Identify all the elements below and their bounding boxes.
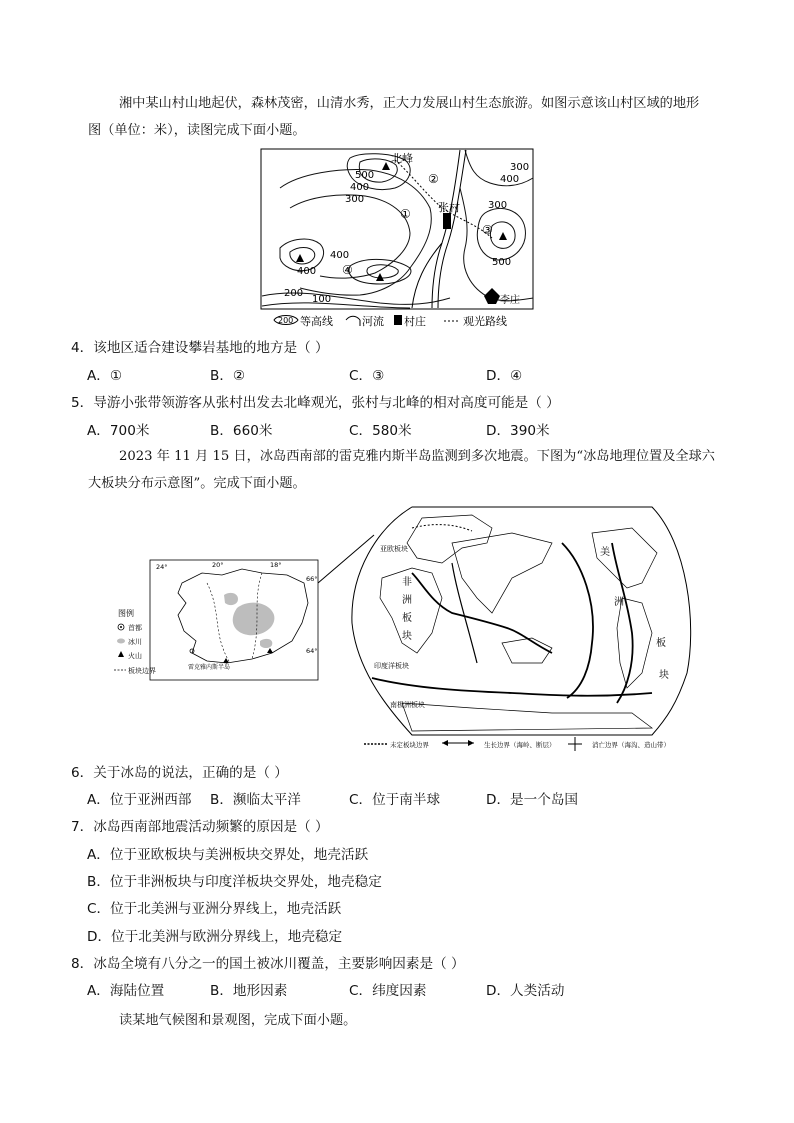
- q5-stem: 5．导游小张带领游客从张村出发去北峰观光，张村与北峰的相对高度可能是（ ）: [71, 395, 560, 411]
- contour-label: 100: [312, 294, 332, 305]
- q8-stem: 8．冰岛全境有八分之一的国土被冰川覆盖，主要影响因素是（ ）: [71, 956, 465, 972]
- legend-volcano: 火山: [128, 652, 142, 660]
- q5-option-c[interactable]: C．580米: [349, 423, 412, 439]
- lat-label: 64°: [306, 647, 318, 655]
- lon-label: 20°: [212, 561, 224, 569]
- plate-africa-1: 非: [402, 577, 412, 588]
- q4-stem: 4．该地区适合建设攀岩基地的地方是（ ）: [71, 340, 329, 356]
- q7-option-b[interactable]: B．位于非洲板块与印度洋板块交界处，地壳稳定: [87, 874, 382, 890]
- legend-contour: 等高线: [300, 315, 333, 328]
- plate-africa-3: 板: [402, 613, 412, 624]
- glacier-icon: [117, 639, 125, 644]
- q6-stem: 6．关于冰岛的说法，正确的是（ ）: [71, 765, 288, 781]
- iceland-inset: [150, 560, 318, 680]
- q4-option-b[interactable]: B．②: [210, 368, 246, 384]
- q6-option-b[interactable]: B．濒临太平洋: [210, 792, 301, 808]
- world-map: [352, 507, 691, 735]
- q7-option-a[interactable]: A．位于亚欧板块与美洲板块交界处，地壳活跃: [87, 847, 369, 863]
- label-circle-2: ②: [428, 172, 439, 186]
- contour-label: 300: [345, 194, 365, 205]
- plate-eurasia: 亚欧板块: [380, 545, 408, 553]
- plate-america-1: 美: [600, 547, 610, 558]
- q7-option-c[interactable]: C．位于北美洲与亚洲分界线上，地壳活跃: [87, 901, 342, 917]
- q5-option-d[interactable]: D．390米: [486, 423, 550, 439]
- q7-stem: 7．冰岛西南部地震活动频繁的原因是（ ）: [71, 819, 329, 835]
- world-legend: [364, 737, 670, 751]
- legend-contour-sample: 200: [278, 316, 294, 325]
- label-circle-3: ③: [482, 223, 493, 237]
- lon-label: 24°: [156, 563, 168, 571]
- plate-america-4: 块: [659, 670, 669, 681]
- q6-option-c[interactable]: C．位于南半球: [349, 792, 441, 808]
- q8-option-c[interactable]: C．纬度因素: [349, 983, 427, 999]
- q8-option-b[interactable]: B．地形因素: [210, 983, 288, 999]
- q6-option-d[interactable]: D．是一个岛国: [486, 792, 579, 808]
- plate-indian: 印度洋板块: [374, 662, 409, 670]
- plate-africa-4: 块: [402, 631, 412, 642]
- plates-figure: [112, 503, 712, 753]
- contour-label: 400: [297, 266, 317, 277]
- intro1-line2: 图（单位：米），读图完成下面小题。: [88, 123, 306, 138]
- label-zhangcun: 张村: [438, 201, 460, 214]
- q4-option-a[interactable]: A．①: [87, 368, 123, 384]
- q5-option-a[interactable]: A．700米: [87, 423, 150, 439]
- contour-label: 500: [355, 170, 375, 181]
- legend-undetermined: 未定板块边界: [390, 741, 429, 749]
- label-beifeng: 北峰: [391, 152, 413, 165]
- contour-label: 200: [284, 288, 304, 299]
- q6-option-a[interactable]: A．位于亚洲西部: [87, 792, 192, 808]
- legend-river: 河流: [362, 315, 384, 328]
- legend-subduction: 消亡边界（海沟、造山带）: [592, 741, 670, 749]
- topo-map-figure: [260, 148, 536, 333]
- legend-capital: 首都: [128, 624, 142, 632]
- q8-option-d[interactable]: D．人类活动: [486, 983, 565, 999]
- contour-label: 300: [510, 162, 530, 173]
- village-icon: [394, 315, 402, 325]
- river-icon: [346, 316, 360, 326]
- legend-route: 观光路线: [463, 315, 507, 328]
- legend-title: 图例: [118, 609, 134, 618]
- label-circle-4: ④: [342, 263, 353, 277]
- contour-label: 500: [492, 257, 512, 268]
- plate-america-2: 洲: [614, 597, 624, 608]
- label-lizhuang: 李庄: [500, 295, 520, 306]
- intro1-line1: 湘中某山村山地起伏，森林茂密，山清水秀，正大力发展山村生态旅游。如图示意该山村区域的地形: [119, 96, 700, 111]
- q8-option-a[interactable]: A．海陆位置: [87, 983, 165, 999]
- topo-map: [260, 148, 536, 333]
- legend-boundary: 板块边界: [128, 667, 156, 675]
- contour-label: 400: [350, 182, 370, 193]
- plate-pacific: 太平洋板块: [512, 607, 547, 615]
- peninsula-label: 雷克雅内斯半岛: [188, 664, 231, 671]
- label-circle-1: ①: [400, 207, 411, 221]
- legend-glacier: 冰川: [128, 638, 142, 646]
- intro3-line1: 读某地气候图和景观图，完成下面小题。: [119, 1013, 357, 1028]
- contour-label: 400: [500, 174, 520, 185]
- q4-option-c[interactable]: C．③: [349, 368, 385, 384]
- contour-label: 400: [330, 250, 350, 261]
- plate-antarctic: 南极洲板块: [390, 701, 425, 709]
- plate-africa-2: 洲: [402, 595, 412, 606]
- village-zhangcun-icon: [443, 213, 451, 229]
- lat-label: 66°: [306, 575, 318, 583]
- plates-map: [112, 503, 712, 753]
- intro2-line2: 大板块分布示意图”。完成下面小题。: [88, 476, 306, 491]
- q7-option-d[interactable]: D．位于北美洲与欧洲分界线上，地壳稳定: [87, 929, 343, 945]
- volcano-icon: [118, 651, 124, 657]
- q4-option-d[interactable]: D．④: [486, 368, 523, 384]
- contour-label: 300: [488, 200, 508, 211]
- q5-option-b[interactable]: B．660米: [210, 423, 273, 439]
- intro2-line1: 2023 年 11 月 15 日，冰岛西南部的雷克雅内斯半岛监测到多次地震。下图为“冰岛地理位置及全球六: [119, 449, 715, 464]
- plate-america-3: 板: [656, 638, 666, 649]
- legend-growth: 生长边界（海岭、断层）: [484, 741, 556, 749]
- legend-village: 村庄: [404, 315, 426, 328]
- topo-legend: [274, 314, 507, 328]
- lon-label: 18°: [270, 561, 282, 569]
